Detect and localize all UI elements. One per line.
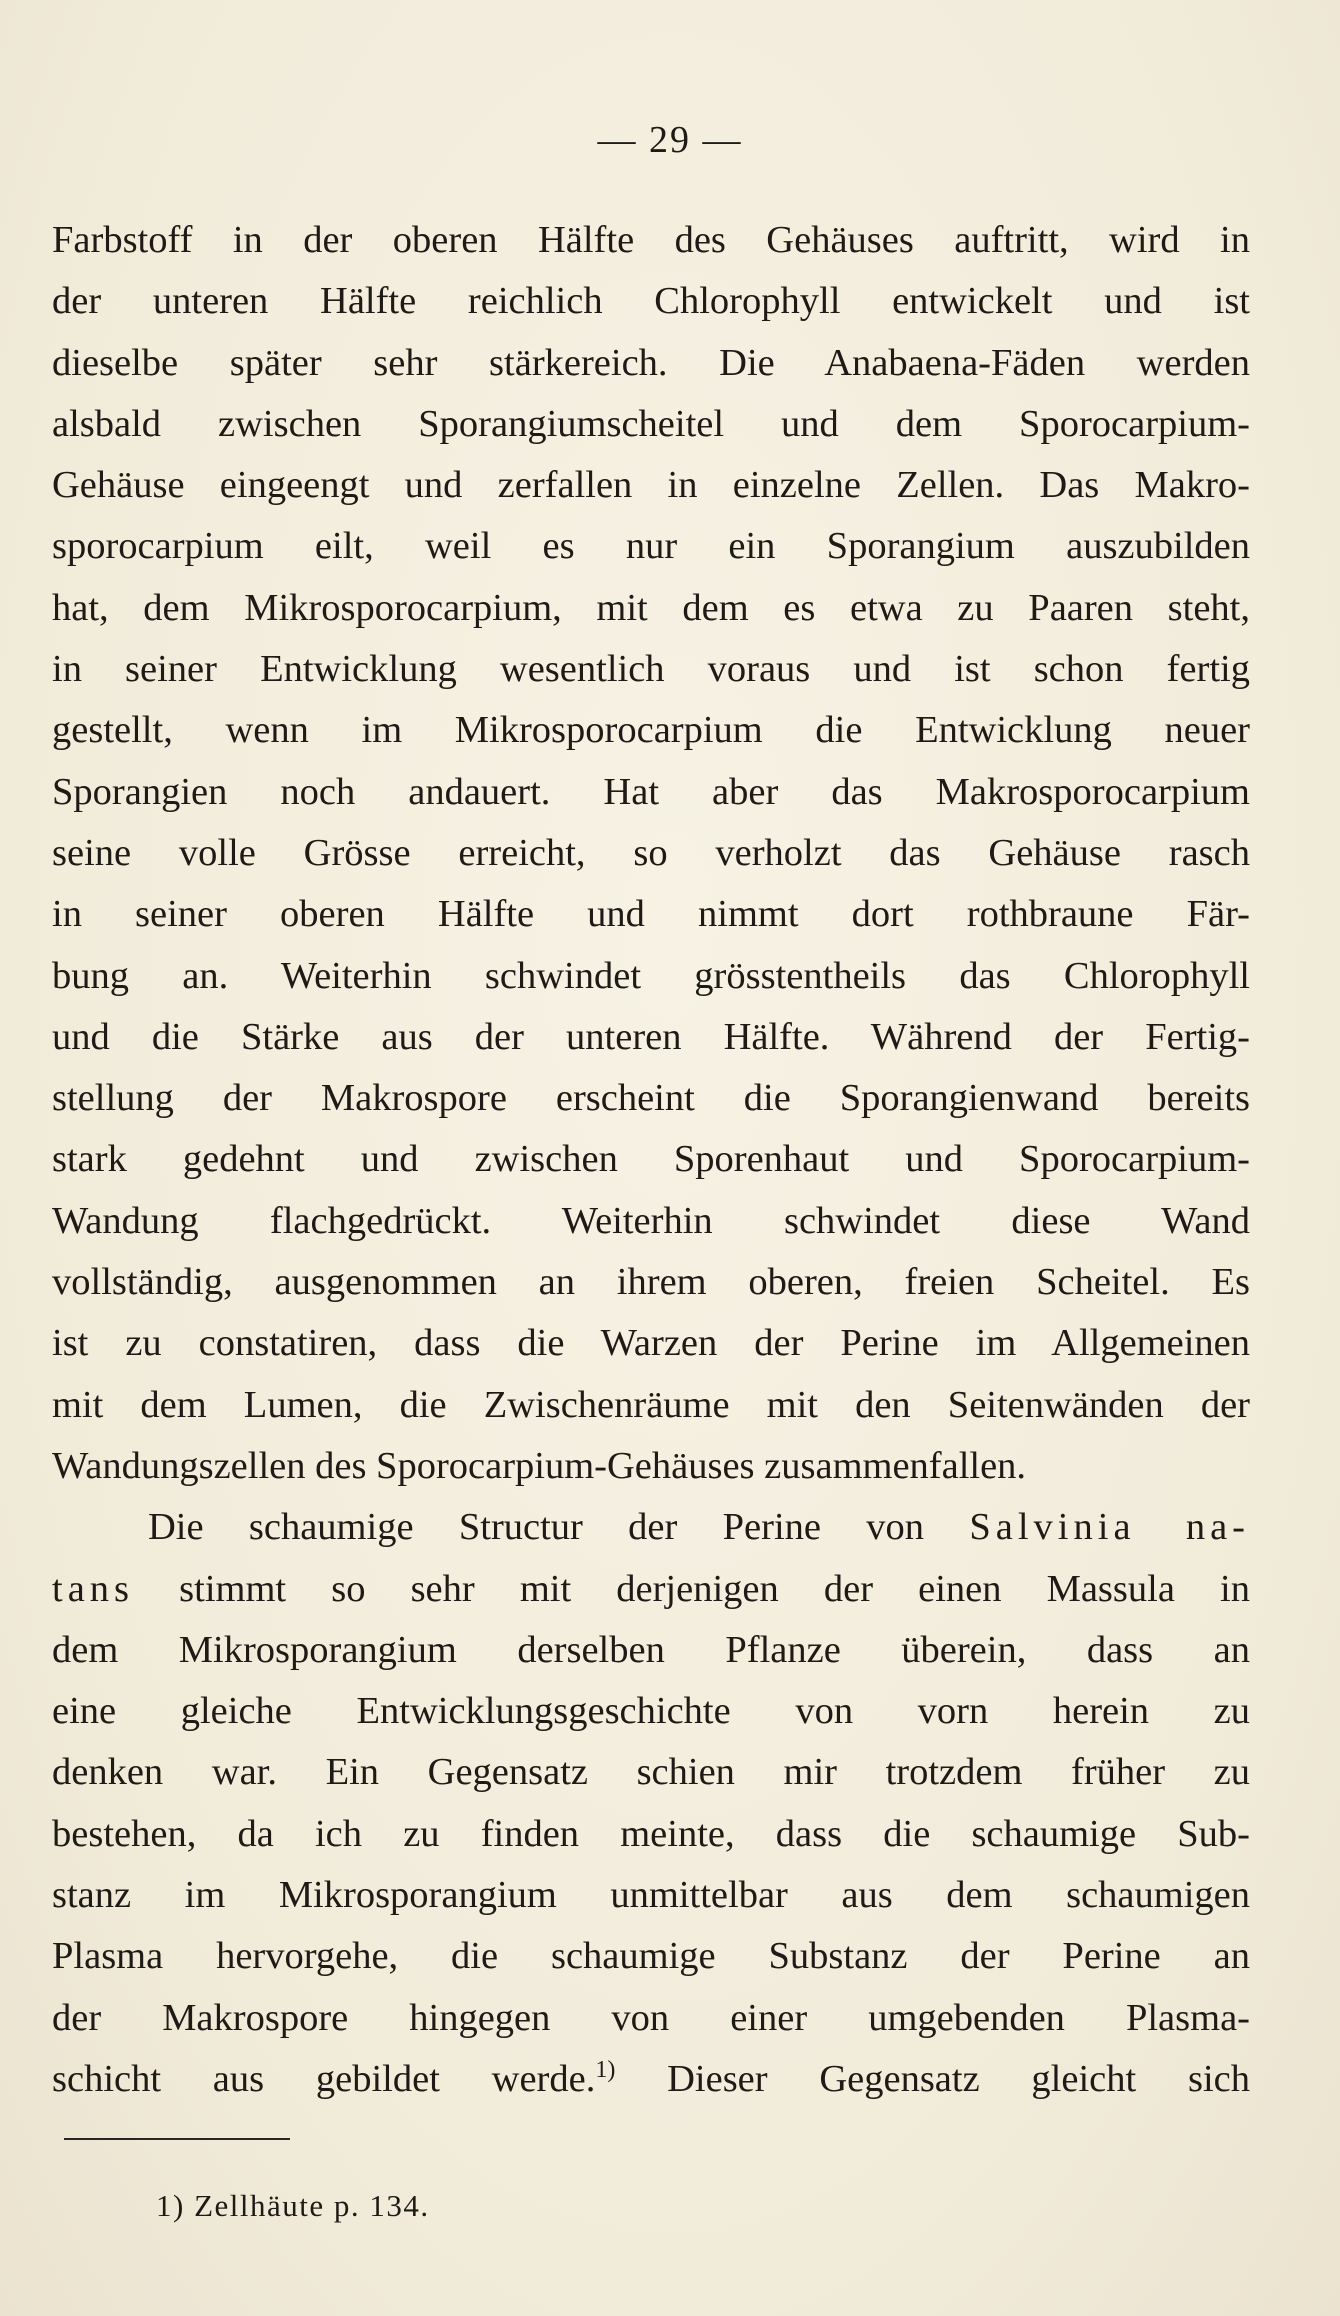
text-line: gestellt, wenn im Mikrosporocarpium die Entwicklung neuer <box>52 709 1250 752</box>
species-name-continued: tans <box>52 1567 135 1610</box>
text-line-paragraph-end: Wandungszellen des Sporocarpium-Gehäuses zusammenfallen. <box>52 1444 1027 1487</box>
text-line: der unteren Hälfte reichlich Chlorophyll entwickelt und ist <box>52 280 1250 323</box>
text-line: der Makrospore hingegen von einer umgebenden Plasma- <box>52 1996 1250 2039</box>
text-line: eine gleiche Entwicklungsgeschichte von vorn herein zu <box>52 1690 1250 1733</box>
text-line: Farbstoff in der oberen Hälfte des Gehäuses auftritt, wird in <box>52 219 1250 261</box>
text-line: Plasma hervorgehe, die schaumige Substanz der Perine an <box>52 1935 1250 1978</box>
text-line: Gehäuse eingeengt und zerfallen in einzelne Zellen. Das Makro- <box>52 464 1250 507</box>
page-number: — 29 — <box>597 119 743 161</box>
footnote-separator <box>64 2138 290 2140</box>
text-line: hat, dem Mikrosporocarpium, mit dem es etwa zu Paaren steht, <box>52 586 1250 629</box>
text-line: seine volle Grösse erreicht, so verholzt das Gehäuse rasch <box>52 831 1250 874</box>
text-line: ist zu constatiren, dass die Warzen der Perine im Allgemeinen <box>52 1322 1250 1365</box>
text-line: denken war. Ein Gegensatz schien mir trotzdem früher zu <box>52 1751 1250 1794</box>
footnote-marker: 1) <box>595 2056 616 2083</box>
text-run: stimmt so sehr mit derjenigen der einen Massula in <box>134 1567 1250 1610</box>
text-line <box>52 1559 1250 1620</box>
text-run: Die schaumige Structur der Perine von <box>148 1506 970 1549</box>
body-text <box>52 210 1250 2110</box>
text-line: in seiner oberen Hälfte und nimmt dort rothbraune Fär- <box>52 893 1250 936</box>
text-line: dieselbe später sehr stärkereich. Die Anabaena-Fäden werden <box>52 341 1250 384</box>
text-run: schicht aus gebildet werde. <box>52 2057 596 2100</box>
text-line: vollständig, ausgenommen an ihrem oberen, freien Scheitel. Es <box>52 1261 1250 1304</box>
text-line: bestehen, da ich zu finden meinte, dass die schaumige Sub- <box>52 1812 1250 1855</box>
text-line: alsbald zwischen Sporangiumscheitel und dem Sporocarpium- <box>52 402 1250 445</box>
text-line: in seiner Entwicklung wesentlich voraus und ist schon fertig <box>52 648 1250 691</box>
text-line: Wandung flachgedrückt. Weiterhin schwindet diese Wand <box>52 1199 1250 1242</box>
text-line: sporocarpium eilt, weil es nur ein Sporangium auszubilden <box>52 525 1250 568</box>
text-line: und die Stärke aus der unteren Hälfte. Während der Fertig- <box>52 1015 1250 1058</box>
text-line: stark gedehnt und zwischen Sporenhaut und Sporocarpium- <box>52 1138 1250 1181</box>
text-line-paragraph-start <box>52 1497 1250 1558</box>
text-line: stanz im Mikrosporangium unmittelbar aus dem schaumigen <box>52 1874 1250 1917</box>
text-line: Sporangien noch andauert. Hat aber das Makrosporocarpium <box>52 770 1250 813</box>
species-name: Salvinia na- <box>969 1506 1250 1549</box>
text-line: dem Mikrosporangium derselben Pflanze überein, dass an <box>52 1628 1250 1671</box>
text-line: stellung der Makrospore erscheint die Sporangienwand bereits <box>52 1077 1250 1120</box>
text-line: mit dem Lumen, die Zwischenräume mit den Seitenwänden der <box>52 1383 1250 1426</box>
footnote: 1) Zellhäute p. 134. <box>156 2188 430 2223</box>
text-run: Dieser Gegensatz gleicht sich <box>615 2057 1250 2100</box>
text-line: bung an. Weiterhin schwindet grösstentheils das Chlorophyll <box>52 954 1250 997</box>
text-line <box>52 2049 1250 2110</box>
